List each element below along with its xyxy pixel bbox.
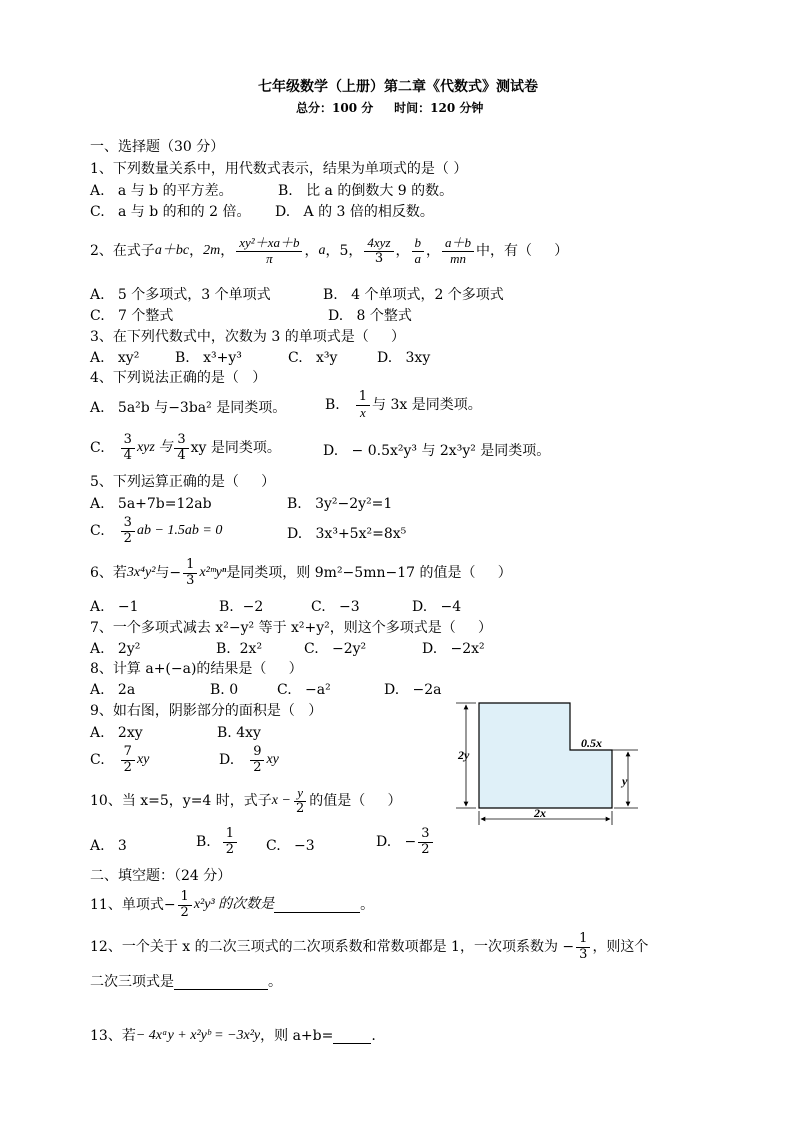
question-2-option-c: C. 7 个整式 bbox=[90, 308, 174, 324]
question-3-option-b: B. x³+y³ bbox=[175, 350, 242, 366]
question-3-option-d: D. 3xy bbox=[377, 350, 431, 366]
page-subtitle: 总分：100 分 时间：120 分钟 bbox=[296, 101, 484, 115]
question-5-option-b: B. 3y²−2y²=1 bbox=[287, 496, 393, 512]
q2-fraction-1: $\frac{\text{xy²＋xa＋b}}{\pi}$ bbox=[236, 236, 302, 267]
question-9-option-a: A. 2xy bbox=[90, 725, 143, 741]
question-6-option-b: B. −2 bbox=[219, 599, 264, 615]
question-9-option-d: D. $\frac{9}{2}$ xy bbox=[219, 744, 279, 775]
question-1-option-d: D. A 的 3 倍的相反数。 bbox=[275, 204, 434, 220]
q2-prefix: 2、在式子 bbox=[90, 243, 155, 260]
question-1-option-c: C. a 与 b 的和的 2 倍。 bbox=[90, 204, 251, 220]
question-6-option-a: A. −1 bbox=[90, 599, 139, 615]
question-4-option-d: D. − 0.5x²y³ 与 2x³y² 是同类项。 bbox=[323, 443, 551, 459]
q2-expr-2: 2m bbox=[203, 243, 221, 259]
question-7-option-d: D. −2x² bbox=[422, 641, 485, 657]
q2-fraction-2: $\frac{\text{4xyz}}{3}$ bbox=[364, 236, 393, 267]
question-12-line-2: 二次三项式是 。 bbox=[90, 974, 282, 990]
question-2-option-d: D. 8 个整式 bbox=[328, 308, 412, 324]
page-title: 七年级数学（上册）第二章《代数式》测试卷 bbox=[258, 79, 538, 95]
q2-expr-1: a＋bc bbox=[154, 243, 190, 259]
question-6-option-d: D. −4 bbox=[412, 599, 462, 615]
question-5-stem: 5、下列运算正确的是（ ） bbox=[90, 474, 276, 490]
l-shape-figure bbox=[452, 695, 648, 830]
question-6-option-c: C. −3 bbox=[311, 599, 360, 615]
question-8-option-d: D. −2a bbox=[384, 682, 442, 698]
question-5-option-d: D. 3x³+5x²=8x⁵ bbox=[287, 526, 407, 542]
section-heading-choice: 一、选择题（30 分） bbox=[90, 139, 225, 155]
label-2y: 2y bbox=[458, 748, 470, 762]
question-10-option-d: D. − $\frac{3}{2}$ bbox=[376, 827, 435, 858]
q2-fraction-4: $\frac{a+b}{mn}$ bbox=[442, 236, 474, 267]
question-3-stem: 3、在下列代数式中，次数为 3 的单项式是（ ） bbox=[90, 329, 405, 345]
shaded-region bbox=[479, 703, 612, 808]
question-7-option-c: C. −2y² bbox=[304, 641, 367, 657]
question-9-option-c: C. $\frac{7}{2}$ xy bbox=[90, 744, 150, 775]
q2-suffix: 中，有（ ） bbox=[476, 243, 569, 260]
question-2-option-a: A. 5 个多项式，3 个单项式 bbox=[90, 287, 271, 303]
question-1-stem: 1、下列数量关系中，用代数式表示，结果为单项式的是（ ） bbox=[90, 161, 468, 177]
answer-blank-11[interactable] bbox=[274, 898, 360, 913]
question-5-option-c: C. $\frac{3}{2}$ ab − 1.5ab = 0 bbox=[90, 515, 223, 546]
question-5-option-a: A. 5a+7b=12ab bbox=[90, 496, 212, 512]
question-13: 13、若 − 4xᵃy + x²yᵇ = −3x²y ，则 a+b= . bbox=[90, 1028, 376, 1044]
question-4-option-b: B. $\frac{1}{x}$ 与 3x 是同类项。 bbox=[325, 389, 482, 420]
label-y: y bbox=[622, 774, 628, 788]
question-3-option-c: C. x³y bbox=[288, 350, 338, 366]
q2-expr-4: 5 bbox=[339, 243, 349, 260]
question-12-line-1: 12、一个关于 x 的二次三项式的二次项系数和常数项都是 1，一次项系数为 − $\frac{1}{3}$ ，则这个 bbox=[90, 931, 649, 962]
question-8-stem: 8、计算 a+(−a)的结果是（ ） bbox=[90, 661, 303, 677]
question-10-option-b: B. $\frac{1}{2}$ bbox=[196, 827, 239, 858]
question-1-option-b: B. 比 a 的倒数大 9 的数。 bbox=[278, 183, 454, 199]
q2-fraction-3: $\frac{b}{a}$ bbox=[412, 236, 425, 267]
label-0.5x: 0.5x bbox=[581, 736, 602, 750]
q2-expr-3: a bbox=[318, 243, 326, 259]
question-10-option-c: C. −3 bbox=[266, 838, 315, 854]
question-7-option-a: A. 2y² bbox=[90, 641, 141, 657]
answer-blank-13[interactable] bbox=[333, 1029, 371, 1044]
question-4-stem: 4、下列说法正确的是（ ） bbox=[90, 370, 267, 386]
question-9-option-b: B. 4xy bbox=[217, 725, 261, 741]
question-10-stem: 10、当 x=5，y=4 时，式子 x − $\frac{y}{2}$ 的值是（ ） bbox=[90, 785, 402, 816]
question-6-stem: 6、若 3x⁴y² 与 − $\frac{1}{3}$ x²ᵐyⁿ 是同类项，则 9m²−5mn−17 的值是（ ） bbox=[90, 557, 512, 588]
question-7-option-b: B. 2x² bbox=[216, 641, 263, 657]
question-3-option-a: A. xy² bbox=[90, 350, 140, 366]
question-11: 11、单项式− $\frac{1}{2}$ x²y³ 的次数是 。 bbox=[90, 889, 375, 920]
section-heading-fill: 二、填空题：（24 分） bbox=[90, 868, 232, 884]
question-2-option-b: B. 4 个单项式，2 个多项式 bbox=[323, 287, 504, 303]
question-8-option-a: A. 2a bbox=[90, 682, 136, 698]
question-10-option-a: A. 3 bbox=[90, 838, 127, 854]
question-2-stem: 2、在式子 a＋bc ， 2m ， $\frac{\text{xy²＋xa＋b}}{\pi}$ ， a ， 5 ， $\frac{\text{4xyz}}{3}$ ， $\frac{b}{a}$ ， $\frac{a+b}{mn}$ 中，有（ ） bbox=[90, 235, 569, 266]
label-2x: 2x bbox=[534, 806, 546, 820]
question-1-option-a: A. a 与 b 的平方差。 bbox=[90, 183, 233, 199]
question-8-option-b: B. 0 bbox=[210, 682, 239, 698]
question-9-stem: 9、如右图，阴影部分的面积是（ ） bbox=[90, 703, 323, 719]
question-7-stem: 7、一个多项式减去 x²−y² 等于 x²+y²，则这个多项式是（ ） bbox=[90, 620, 493, 636]
answer-blank-12[interactable] bbox=[174, 975, 268, 990]
question-4-option-a: A. 5a²b 与−3ba² 是同类项。 bbox=[90, 400, 287, 416]
question-4-option-c: C. $\frac{3}{4}$ xyz 与 $\frac{3}{4}$ xy 是同类项。 bbox=[90, 432, 281, 463]
question-8-option-c: C. −a² bbox=[277, 682, 331, 698]
